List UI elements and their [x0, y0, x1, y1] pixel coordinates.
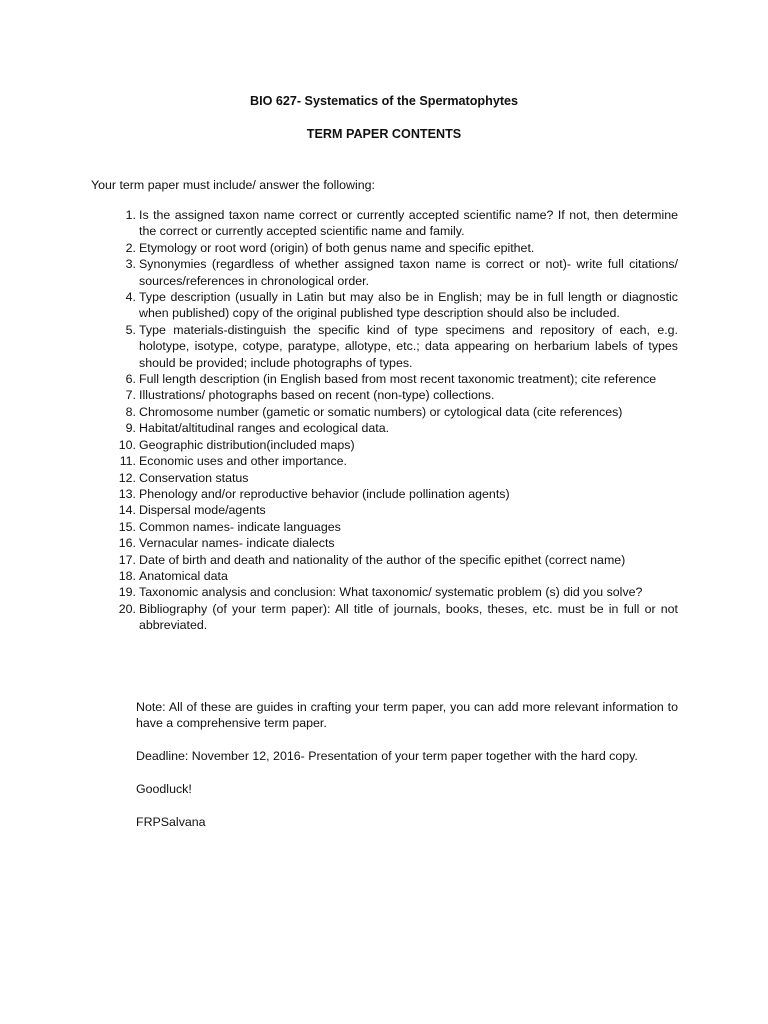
list-item-number: 13.	[118, 486, 136, 501]
list-item	[104, 453, 678, 469]
list-item-number: 14.	[118, 503, 136, 518]
list-item-text: Etymology or root word (origin) of both genus name and specific epithet.	[139, 240, 535, 255]
closing-section	[136, 699, 678, 830]
list-item	[104, 256, 678, 289]
list-item-number: 8.	[125, 404, 136, 419]
list-item-number: 4.	[125, 290, 136, 305]
list-item-number: 1.	[125, 208, 136, 222]
list-item	[104, 568, 678, 584]
list-item-text: Economic uses and other importance.	[139, 454, 347, 469]
list-item	[104, 502, 678, 518]
list-item-text: Illustrations/ photographs based on recent (non-type) collections.	[139, 388, 495, 403]
list-item	[104, 519, 678, 535]
list-item-text: Geographic distribution(included maps)	[139, 437, 355, 452]
list-item	[104, 322, 678, 371]
list-item	[104, 470, 678, 486]
list-item-text: Type description (usually in Latin but may also be in English; may be in full length or diagnostic when published) copy of the original published type description should also be included.	[139, 290, 678, 321]
list-item-text: Type materials-distinguish the specific kind of type specimens and repository of each, e.g. holotype, isotype, cotype, paratype, allotype, etc.; data appearing on herbarium labels of types should be provided; include photographs of types.	[139, 322, 678, 370]
list-item	[104, 552, 678, 568]
list-item-number: 2.	[125, 240, 136, 255]
list-item-number: 17.	[118, 552, 136, 567]
note-text: Note: All of these are guides in crafting your term paper, you can add more relevant information to have a comprehensive term paper.	[136, 700, 678, 731]
closing-text: Goodluck!	[136, 782, 192, 796]
list-item	[104, 437, 678, 453]
list-item-number: 15.	[118, 519, 136, 534]
deadline-text: Deadline: November 12, 2016- Presentation of your term paper together with the hard copy.	[136, 749, 638, 764]
list-item-number: 20.	[118, 601, 136, 616]
list-item-number: 19.	[118, 585, 136, 600]
list-item-number: 7.	[125, 388, 136, 403]
document-heading: TERM PAPER CONTENTS	[306, 127, 462, 141]
list-item-number: 3.	[125, 257, 136, 272]
intro-text: Your term paper must include/ answer the following:	[91, 178, 375, 192]
list-item-text: Common names- indicate languages	[139, 519, 341, 534]
list-item	[104, 240, 678, 256]
list-item-text: Chromosome number (gametic or somatic numbers) or cytological data (cite references)	[139, 404, 623, 419]
list-item-number: 10.	[118, 437, 136, 452]
list-item-text: Phenology and/or reproductive behavior (include pollination agents)	[139, 486, 510, 501]
list-item-text: Date of birth and death and nationality of the author of the specific epithet (correct name)	[139, 552, 626, 567]
list-item-text: Dispersal mode/agents	[139, 503, 266, 518]
list-item	[104, 584, 678, 600]
course-title: BIO 627- Systematics of the Spermatophytes	[249, 94, 519, 108]
list-item	[104, 420, 678, 436]
list-item-text: Full length description (in English based from most recent taxonomic treatment); cite reference	[139, 372, 657, 387]
list-item-text: Bibliography (of your term paper): All title of journals, books, theses, etc. must be in full or not abbreviated.	[139, 601, 678, 633]
list-item-text: Conservation status	[139, 470, 249, 485]
list-item-number: 6.	[125, 372, 136, 387]
list-item	[104, 404, 678, 420]
requirements-list	[104, 207, 678, 634]
list-item	[104, 207, 678, 240]
list-item	[104, 486, 678, 502]
list-item-number: 11.	[119, 454, 136, 469]
list-item-number: 16.	[118, 536, 136, 551]
list-item	[104, 387, 678, 403]
list-item-text: Anatomical data	[139, 568, 228, 583]
list-item-text: Synonymies (regardless of whether assigned taxon name is correct or not)- write full citations/ sources/references in chronological order.	[139, 257, 678, 288]
list-item	[104, 601, 678, 634]
list-item-text: Taxonomic analysis and conclusion: What taxonomic/ systematic problem (s) did you solve?	[139, 585, 643, 600]
list-item-text: Is the assigned taxon name correct or currently accepted scientific name? If not, then determine the correct or currently accepted scientific name and family.	[139, 208, 678, 239]
signature-text: FRPSalvana	[136, 814, 206, 829]
list-item-number: 5.	[125, 322, 136, 337]
list-item-text: Vernacular names- indicate dialects	[139, 536, 335, 551]
list-item	[104, 289, 678, 322]
list-item-text: Habitat/altitudinal ranges and ecological data.	[139, 421, 390, 436]
list-item-number: 12.	[118, 470, 136, 485]
list-item-number: 9.	[125, 421, 136, 436]
list-item	[104, 535, 678, 551]
list-item	[104, 371, 678, 387]
list-item-number: 18.	[118, 568, 136, 583]
